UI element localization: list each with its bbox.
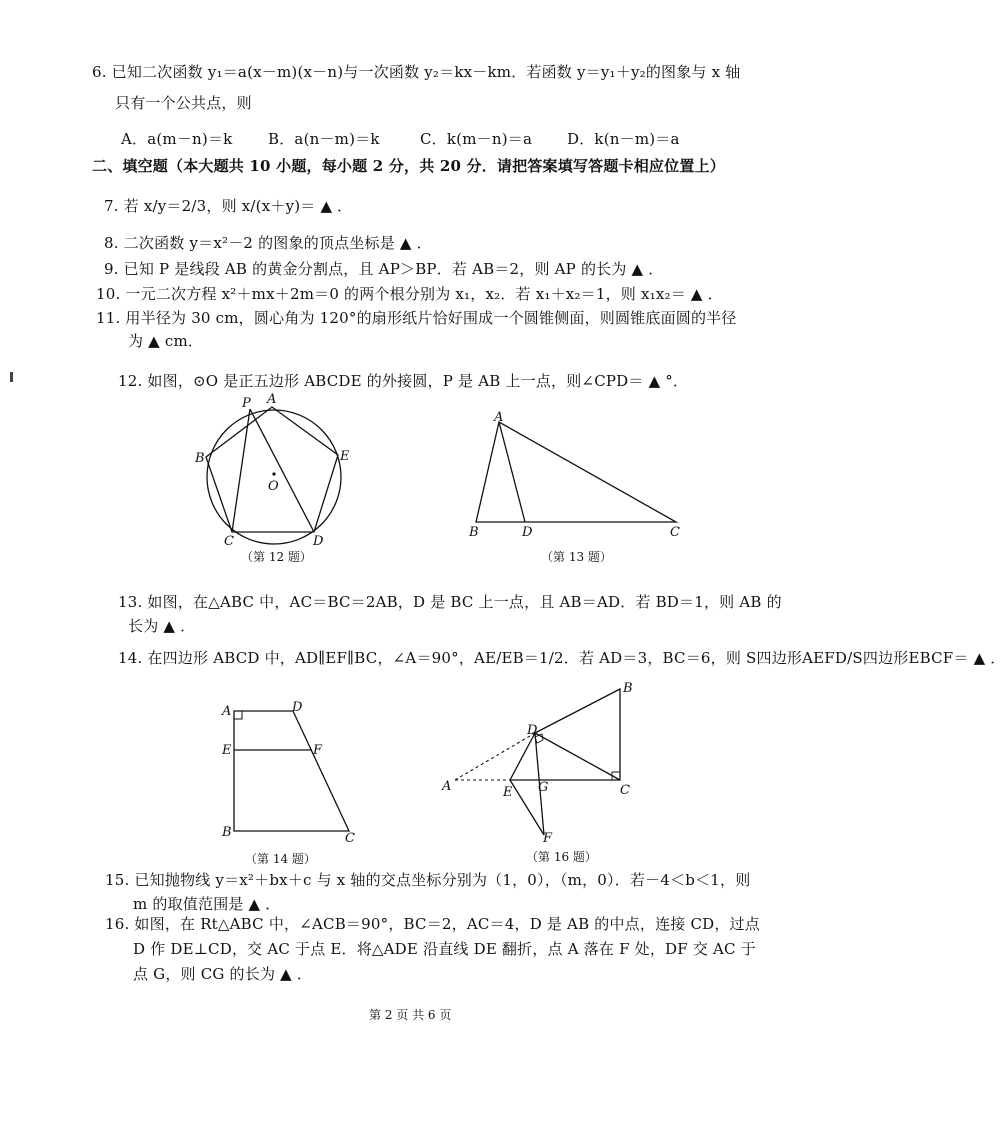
q13-line2: 长为 ▲ ． bbox=[128, 617, 196, 635]
q15-line1: 15. 已知抛物线 y＝x²＋bx＋c 与 x 轴的交点坐标分别为（1，0），（m，0）．若－4＜b＜1，则 bbox=[105, 871, 751, 889]
fig14-label-c: C bbox=[345, 831, 355, 846]
margin-mark bbox=[10, 372, 13, 382]
fig13-label-a: A bbox=[494, 410, 504, 425]
fig12-label-p: P bbox=[242, 396, 251, 411]
q16-line2: D 作 DE⊥CD，交 AC 于点 E．将△ADE 沿直线 DE 翻折，点 A 落在 F 处，DF 交 AC 于 bbox=[133, 940, 756, 958]
fig13-caption: （第 13 题） bbox=[541, 550, 612, 564]
fig16-label-f: F bbox=[543, 831, 553, 846]
q6-line2: 只有一个公共点，则 bbox=[115, 94, 252, 112]
q11-line1: 11. 用半径为 30 cm，圆心角为 120°的扇形纸片恰好围成一个圆锥侧面，则圆锥底面圆的半径 bbox=[96, 309, 737, 327]
figure-14 bbox=[218, 698, 368, 848]
fig16-label-e: E bbox=[503, 785, 513, 800]
fig12-label-e: E bbox=[340, 449, 350, 464]
q9: 9. 已知 P 是线段 AB 的黄金分割点，且 AP＞BP．若 AB＝2，则 AP 的长为 ▲ ． bbox=[104, 260, 664, 278]
fig14-label-f: F bbox=[313, 743, 323, 758]
fig13-label-b: B bbox=[469, 525, 479, 540]
fig16-label-b: B bbox=[623, 681, 633, 696]
fig16-label-g: G bbox=[538, 780, 549, 795]
figure-16 bbox=[440, 678, 640, 846]
q14: 14. 在四边形 ABCD 中，AD∥EF∥BC，∠A＝90°，AE/EB＝1/2．若 AD＝3，BC＝6，则 S四边形AEFD/S四边形EBCF＝ ▲ ． bbox=[118, 649, 1005, 667]
figure-12 bbox=[188, 392, 368, 552]
fig14-label-b: B bbox=[222, 825, 232, 840]
fig14-caption: （第 14 题） bbox=[245, 852, 316, 866]
section2-heading: 二、填空题（本大题共 10 小题，每小题 2 分，共 20 分．请把答案填写答题卡相应位置上） bbox=[92, 157, 725, 175]
fig12-label-a: A bbox=[267, 392, 277, 407]
q6-option-a: A．a(m－n)＝k bbox=[121, 130, 233, 148]
q11-line2: 为 ▲ cm． bbox=[128, 332, 204, 350]
figure-13 bbox=[462, 408, 692, 538]
fig16-label-c: C bbox=[620, 783, 630, 798]
fig16-label-d: D bbox=[527, 723, 538, 738]
q8: 8. 二次函数 y＝x²－2 的图象的顶点坐标是 ▲ ． bbox=[104, 234, 432, 252]
q6-line1: 6. 已知二次函数 y₁＝a(x－m)(x－n)与一次函数 y₂＝kx－km．若函数 y＝y₁＋y₂的图象与 x 轴 bbox=[92, 63, 741, 81]
q6-option-b: B．a(n－m)＝k bbox=[268, 130, 380, 148]
fig16-label-a: A bbox=[442, 779, 452, 794]
q16-line1: 16. 如图，在 Rt△ABC 中，∠ACB＝90°，BC＝2，AC＝4，D 是 AB 的中点，连接 CD，过点 bbox=[105, 915, 760, 933]
fig13-label-d: D bbox=[522, 525, 533, 540]
fig12-caption: （第 12 题） bbox=[241, 550, 312, 564]
fig12-label-o: O bbox=[268, 479, 279, 494]
fig12-label-b: B bbox=[195, 451, 205, 466]
fig14-label-e: E bbox=[222, 743, 232, 758]
fig12-label-d: D bbox=[313, 534, 324, 549]
q16-line3: 点 G，则 CG 的长为 ▲ ． bbox=[133, 965, 313, 983]
q12: 12. 如图，⊙O 是正五边形 ABCDE 的外接圆，P 是 AB 上一点，则∠CPD＝ ▲ °． bbox=[118, 372, 689, 390]
fig14-label-d: D bbox=[292, 700, 303, 715]
fig13-label-c: C bbox=[670, 525, 680, 540]
q13-line1: 13. 如图，在△ABC 中，AC＝BC＝2AB，D 是 BC 上一点，且 AB＝AD．若 BD＝1，则 AB 的 bbox=[118, 593, 782, 611]
fig14-label-a: A bbox=[222, 704, 232, 719]
q6-option-c: C．k(m－n)＝a bbox=[420, 130, 533, 148]
fig16-caption: （第 16 题） bbox=[526, 850, 597, 864]
page-footer: 第 2 页 共 6 页 bbox=[369, 1008, 452, 1022]
q6-option-d: D．k(n－m)＝a bbox=[567, 130, 680, 148]
q15-line2: m 的取值范围是 ▲ ． bbox=[133, 895, 281, 913]
q7: 7. 若 x/y＝2/3，则 x/(x＋y)＝ ▲ ． bbox=[104, 197, 353, 215]
q10: 10. 一元二次方程 x²＋mx＋2m＝0 的两个根分别为 x₁，x₂．若 x₁＋x₂＝1，则 x₁x₂＝ ▲ ． bbox=[96, 285, 723, 303]
fig12-label-c: C bbox=[224, 534, 234, 549]
